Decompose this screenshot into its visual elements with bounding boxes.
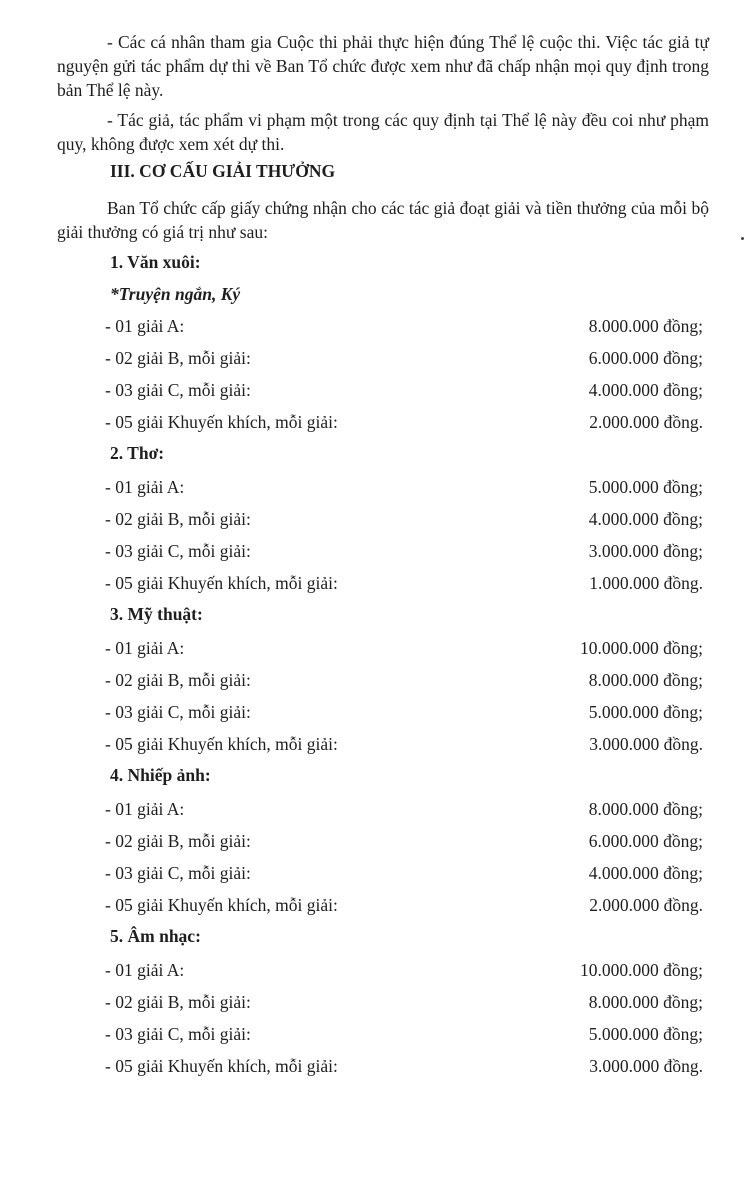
prize-amount: 4.000.000 đồng; bbox=[588, 509, 703, 529]
prize-row bbox=[105, 539, 703, 563]
prize-row bbox=[105, 507, 703, 531]
prize-label: - 01 giải A: bbox=[105, 638, 185, 658]
paragraph-award-intro-text: Ban Tổ chức cấp giấy chứng nhận cho các tác giả đoạt giải và tiền thưởng của mỗi bộ giải thưởng có giá trị như sau: bbox=[57, 198, 709, 242]
paragraph-rules-compliance-text: - Các cá nhân tham gia Cuộc thi phải thực hiện đúng Thể lệ cuộc thi. Việc tác giả tự nguyện gửi tác phẩm dự thi về Ban Tổ chức được xem như đã chấp nhận mọi quy định trong bản Thể lệ này. bbox=[57, 32, 709, 100]
section-heading: III. CƠ CẤU GIẢI THƯỞNG bbox=[110, 161, 336, 181]
category-title: 1. Văn xuôi: bbox=[110, 252, 201, 272]
prize-amount: 10.000.000 đồng; bbox=[580, 638, 703, 658]
prize-row bbox=[105, 378, 703, 402]
prize-row bbox=[105, 314, 703, 338]
prize-row bbox=[105, 990, 703, 1014]
prize-row bbox=[105, 893, 703, 917]
prize-row bbox=[105, 1022, 703, 1046]
prize-label: - 03 giải C, mỗi giải: bbox=[105, 702, 251, 722]
prize-row bbox=[105, 1054, 703, 1078]
prize-amount: 6.000.000 đồng; bbox=[588, 831, 703, 851]
prize-row bbox=[105, 571, 703, 595]
prize-label: - 02 giải B, mỗi giải: bbox=[105, 670, 251, 690]
prize-row bbox=[105, 797, 703, 821]
prize-label: - 01 giải A: bbox=[105, 316, 185, 336]
category-title: 5. Âm nhạc: bbox=[110, 926, 201, 946]
prize-label: - 05 giải Khuyến khích, mỗi giải: bbox=[105, 412, 338, 432]
prize-amount: 2.000.000 đồng. bbox=[589, 895, 703, 915]
prize-label: - 01 giải A: bbox=[105, 477, 185, 497]
category-title: 2. Thơ: bbox=[110, 443, 165, 463]
prize-row bbox=[105, 346, 703, 370]
prize-row bbox=[105, 475, 703, 499]
scan-speck bbox=[741, 237, 744, 240]
prize-label: - 03 giải C, mỗi giải: bbox=[105, 380, 251, 400]
prize-amount: 2.000.000 đồng. bbox=[589, 412, 703, 432]
prize-row bbox=[105, 636, 703, 660]
prize-amount: 8.000.000 đồng; bbox=[588, 992, 703, 1012]
prize-label: - 05 giải Khuyến khích, mỗi giải: bbox=[105, 895, 338, 915]
prize-label: - 02 giải B, mỗi giải: bbox=[105, 831, 251, 851]
prize-row bbox=[105, 958, 703, 982]
prize-row bbox=[105, 732, 703, 756]
prize-label: - 02 giải B, mỗi giải: bbox=[105, 348, 251, 368]
paragraph-violation bbox=[57, 108, 709, 156]
prize-amount: 8.000.000 đồng; bbox=[588, 670, 703, 690]
category-title: 4. Nhiếp ảnh: bbox=[110, 765, 211, 785]
category-title: 3. Mỹ thuật: bbox=[110, 604, 203, 624]
prize-amount: 6.000.000 đồng; bbox=[588, 348, 703, 368]
prize-row bbox=[105, 861, 703, 885]
prize-row bbox=[105, 700, 703, 724]
prize-amount: 5.000.000 đồng; bbox=[588, 477, 703, 497]
prize-amount: 3.000.000 đồng. bbox=[589, 734, 703, 754]
prize-label: - 01 giải A: bbox=[105, 799, 185, 819]
prize-label: - 05 giải Khuyến khích, mỗi giải: bbox=[105, 1056, 338, 1076]
prize-amount: 8.000.000 đồng; bbox=[588, 799, 703, 819]
prize-label: - 03 giải C, mỗi giải: bbox=[105, 863, 251, 883]
prize-label: - 02 giải B, mỗi giải: bbox=[105, 509, 251, 529]
prize-amount: 5.000.000 đồng; bbox=[588, 702, 703, 722]
prize-label: - 02 giải B, mỗi giải: bbox=[105, 992, 251, 1012]
prize-label: - 01 giải A: bbox=[105, 960, 185, 980]
prize-label: - 03 giải C, mỗi giải: bbox=[105, 541, 251, 561]
prize-row bbox=[105, 410, 703, 434]
prize-amount: 3.000.000 đồng; bbox=[588, 541, 703, 561]
paragraph-rules-compliance bbox=[57, 30, 709, 102]
paragraph-award-intro bbox=[57, 196, 709, 244]
prize-amount: 4.000.000 đồng; bbox=[588, 863, 703, 883]
prize-amount: 8.000.000 đồng; bbox=[588, 316, 703, 336]
prize-amount: 3.000.000 đồng. bbox=[589, 1056, 703, 1076]
category-subtitle: *Truyện ngắn, Ký bbox=[110, 284, 241, 304]
paragraph-violation-text: - Tác giả, tác phẩm vi phạm một trong các quy định tại Thể lệ này đều coi như phạm quy, không được xem xét dự thi. bbox=[57, 110, 709, 154]
prize-amount: 4.000.000 đồng; bbox=[588, 380, 703, 400]
prize-amount: 1.000.000 đồng. bbox=[589, 573, 703, 593]
prize-label: - 03 giải C, mỗi giải: bbox=[105, 1024, 251, 1044]
prize-row bbox=[105, 829, 703, 853]
prize-amount: 10.000.000 đồng; bbox=[580, 960, 703, 980]
prize-row bbox=[105, 668, 703, 692]
prize-label: - 05 giải Khuyến khích, mỗi giải: bbox=[105, 734, 338, 754]
prize-label: - 05 giải Khuyến khích, mỗi giải: bbox=[105, 573, 338, 593]
prize-amount: 5.000.000 đồng; bbox=[588, 1024, 703, 1044]
